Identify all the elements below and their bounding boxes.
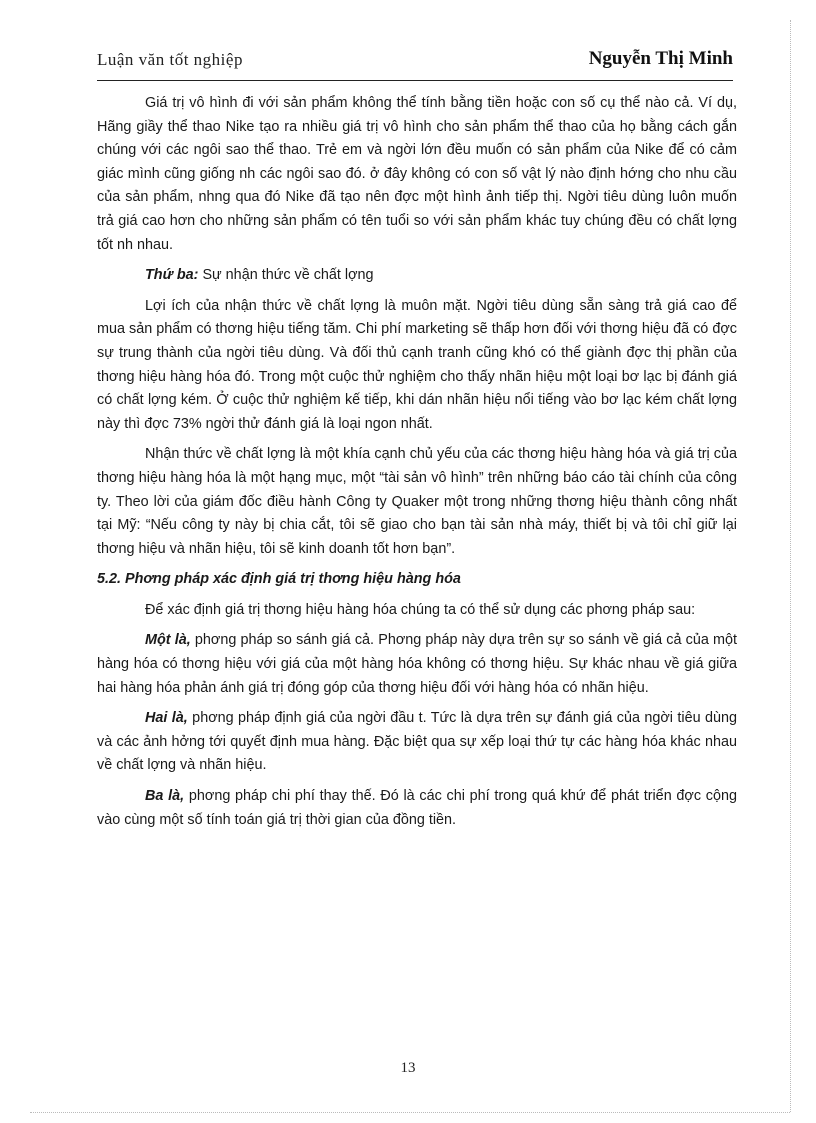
page-header [97,48,733,81]
page-border-right [790,20,791,1112]
text-mot-la: phơng pháp so sánh giá cả. Phơng pháp này dựa trên sự so sánh về giá cả của một hàng hóa có thơng hiệu với giá của một hàng hóa không có thơng hiệu. Sự khác nhau về giá giữa hai hàng hóa phản ánh giá trị đóng góp của thơng hiệu đối với hàng hóa có nhãn hiệu. [97,632,737,696]
lead-ba-la: Ba là, [145,788,185,805]
paragraph-methods-intro: Để xác định giá trị thơng hiệu hàng hóa chúng ta có thể sử dụng các phơng pháp sau: [145,601,696,618]
page-number: 13 [400,1060,416,1076]
text-thu-ba: Sự nhận thức về chất lợng [198,267,374,284]
paragraph-intangible-value: Giá trị vô hình đi với sản phẩm không thể tính bằng tiền hoặc con số cụ thể nào cả. Ví dụ, Hãng giầy thể thao Nike tạo ra nhiều giá trị vô hình cho sản phẩm thể thao của họ bằng cách gắn chúng với các ngôi sao thể thao. Trẻ em và ngời lớn đều muốn có sản phẩm của Nike để có cảm giác mình cũng giống nh các ngôi sao đó. ở đây không có con số vật lý nào định hớng cho nhu cầu của sản phẩm, nhng qua đó Nike đã tạo nên đợc một hình ảnh tiếp thị. Ngời tiêu dùng luôn muốn trả giá cao hơn cho những sản phẩm có tên tuổi so với sản phẩm khác tuy chúng đều có chất lợng tốt nh nhau. [97,95,737,253]
section-heading: 5.2. Phơng pháp xác định giá trị thơng hiệu hàng hóa [97,571,461,588]
text-ba-la: phơng pháp chi phí thay thế. Đó là các chi phí trong quá khứ để phát triển đợc cộng vào cùng một số tính toán giá trị thời gian của đồng tiền. [97,788,737,828]
paragraph-hai-la [97,707,737,778]
header-thesis-label: Luận văn tốt nghiệp [97,50,243,69]
lead-mot-la: Một là, [145,632,191,649]
paragraph-mot-la [97,629,737,700]
text-hai-la: phơng pháp định giá của ngời đầu t. Tức là dựa trên sự đánh giá của ngời tiêu dùng và các ảnh hởng tới quyết định mua hàng. Đặc biệt qua sự xếp loại thứ tự các hàng hóa khác nhau về chất lợng và nhãn hiệu. [97,710,737,774]
page-border-bottom [30,1112,790,1113]
paragraph-quality-perception: Nhận thức về chất lợng là một khía cạnh chủ yếu của các thơng hiệu hàng hóa và giá trị của thơng hiệu hàng hóa là một hạng mục, một “tài sản vô hình” trên những báo cáo tài chính của công ty. Theo lời của giám đốc điều hành Công ty Quaker một trong những thơng hiệu thành công nhất tại Mỹ: “Nếu công ty này bị chia cắt, tôi sẽ giao cho bạn tài sản nhà máy, thiết bị và tôi chỉ giữ lại thơng hiệu và nhãn hiệu, tôi sẽ kinh doanh tốt hơn bạn”. [97,446,737,557]
paragraph-ba-la [97,785,737,832]
page-body [97,92,737,839]
paragraph-quality-benefits: Lợi ích của nhận thức về chất lợng là muôn mặt. Ngời tiêu dùng sẵn sàng trả giá cao để mua sản phẩm có thơng hiệu tiếng tăm. Chi phí marketing sẽ thấp hơn đối với thơng hiệu đã có đợc sự trung thành của ngời tiêu dùng. Và đối thủ cạnh tranh cũng khó có thể giành đợc thị phần của thơng hiệu hàng hóa đó. Trong một cuộc thử nghiệm cho thấy nhãn hiệu một loại bơ lạc bị đánh giá có chất lợng kém. Ở cuộc thử nghiệm kế tiếp, khi dán nhãn hiệu nổi tiếng vào bơ lạc kém chất lợng này thì đợc 73% ngời thử đánh giá là loại ngon nhất. [97,297,737,432]
paragraph-thu-ba [97,264,737,288]
header-author-name: Nguyễn Thị Minh [588,48,733,69]
lead-hai-la: Hai là, [145,710,188,727]
lead-thu-ba: Thứ ba: [145,267,199,284]
